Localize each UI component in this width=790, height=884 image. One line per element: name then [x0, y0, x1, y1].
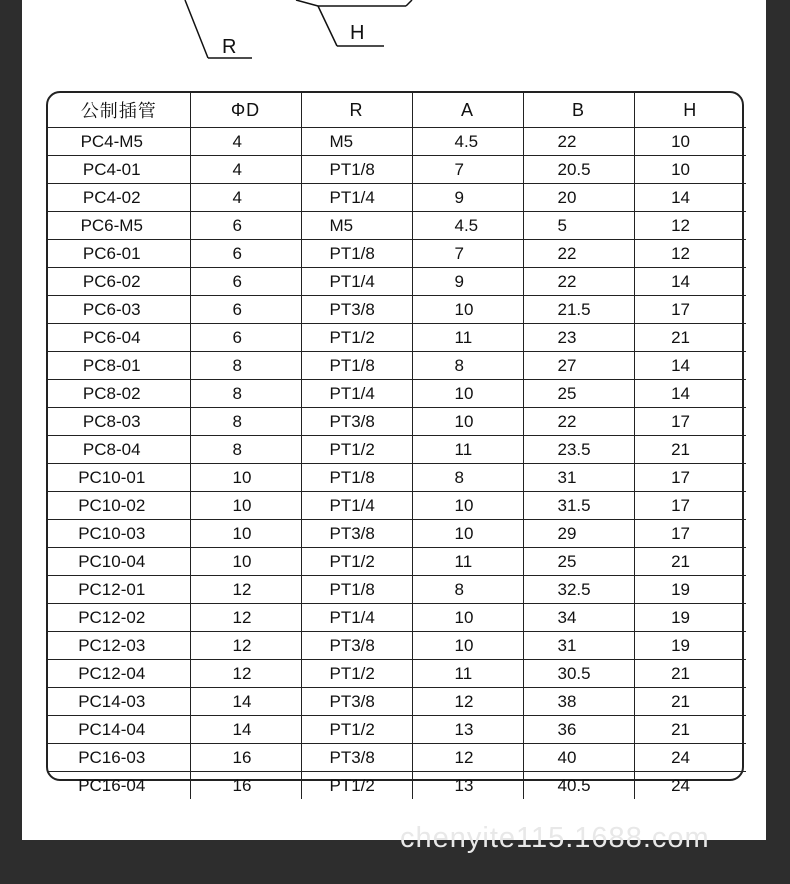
cell-r: PT3/8 — [301, 296, 412, 324]
cell-od: 4 — [190, 128, 301, 156]
cell-a: 4.5 — [412, 128, 523, 156]
cell-r: PT1/8 — [301, 156, 412, 184]
cell-model: PC10-03 — [48, 520, 190, 548]
table-row — [48, 632, 746, 660]
cell-od: 6 — [190, 268, 301, 296]
cell-b: 25 — [523, 380, 634, 408]
cell-a: 10 — [412, 632, 523, 660]
cell-b: 22 — [523, 128, 634, 156]
cell-od: 16 — [190, 744, 301, 772]
table-row — [48, 660, 746, 688]
cell-r: PT1/4 — [301, 184, 412, 212]
cell-h: 24 — [634, 772, 746, 800]
cell-a: 12 — [412, 688, 523, 716]
cell-model: PC8-02 — [48, 380, 190, 408]
cell-r: PT3/8 — [301, 520, 412, 548]
cell-od: 6 — [190, 324, 301, 352]
cell-model: PC12-04 — [48, 660, 190, 688]
cell-od: 6 — [190, 240, 301, 268]
cell-od: 10 — [190, 520, 301, 548]
cell-od: 12 — [190, 576, 301, 604]
cell-h: 19 — [634, 576, 746, 604]
cell-b: 22 — [523, 268, 634, 296]
cell-b: 40 — [523, 744, 634, 772]
dimension-label-r: R — [222, 36, 237, 58]
cell-model: PC8-03 — [48, 408, 190, 436]
cell-b: 23.5 — [523, 436, 634, 464]
cell-h: 14 — [634, 184, 746, 212]
header-od: ΦD — [190, 93, 301, 128]
cell-a: 11 — [412, 660, 523, 688]
table-row — [48, 296, 746, 324]
cell-r: PT3/8 — [301, 408, 412, 436]
cell-r: PT1/2 — [301, 716, 412, 744]
cell-b: 32.5 — [523, 576, 634, 604]
cell-h: 10 — [634, 156, 746, 184]
cell-b: 31.5 — [523, 492, 634, 520]
cell-r: PT1/8 — [301, 576, 412, 604]
cell-b: 20 — [523, 184, 634, 212]
cell-b: 5 — [523, 212, 634, 240]
cell-h: 17 — [634, 296, 746, 324]
cell-r: PT1/2 — [301, 436, 412, 464]
table-row — [48, 212, 746, 240]
cell-r: PT1/4 — [301, 604, 412, 632]
spec-table — [46, 91, 744, 795]
cell-a: 10 — [412, 520, 523, 548]
header-a: A — [412, 93, 523, 128]
cell-r: PT1/8 — [301, 240, 412, 268]
cell-od: 4 — [190, 156, 301, 184]
cell-model: PC14-03 — [48, 688, 190, 716]
cell-a: 13 — [412, 716, 523, 744]
cell-r: PT1/2 — [301, 324, 412, 352]
cell-model: PC12-01 — [48, 576, 190, 604]
cell-a: 8 — [412, 576, 523, 604]
cell-od: 12 — [190, 660, 301, 688]
cell-model: PC10-01 — [48, 464, 190, 492]
header-model: 公制插管 — [48, 93, 190, 128]
cell-a: 10 — [412, 296, 523, 324]
watermark-url: chenyite115.1688.com — [400, 822, 710, 854]
cell-a: 7 — [412, 156, 523, 184]
cell-h: 21 — [634, 716, 746, 744]
cell-a: 8 — [412, 464, 523, 492]
dimension-diagram — [22, 0, 766, 80]
cell-h: 17 — [634, 520, 746, 548]
table-row — [48, 464, 746, 492]
table-row — [48, 324, 746, 352]
cell-h: 14 — [634, 268, 746, 296]
cell-model: PC14-04 — [48, 716, 190, 744]
cell-model: PC6-04 — [48, 324, 190, 352]
cell-b: 38 — [523, 688, 634, 716]
cell-b: 27 — [523, 352, 634, 380]
cell-od: 6 — [190, 296, 301, 324]
dimension-label-h: H — [350, 22, 365, 44]
table-row — [48, 716, 746, 744]
cell-model: PC6-M5 — [48, 212, 190, 240]
cell-model: PC8-04 — [48, 436, 190, 464]
cell-model: PC6-03 — [48, 296, 190, 324]
table-row — [48, 520, 746, 548]
cell-b: 29 — [523, 520, 634, 548]
cell-r: PT3/8 — [301, 744, 412, 772]
cell-od: 8 — [190, 352, 301, 380]
cell-b: 30.5 — [523, 660, 634, 688]
header-r: R — [301, 93, 412, 128]
cell-a: 10 — [412, 408, 523, 436]
cell-h: 14 — [634, 352, 746, 380]
cell-h: 21 — [634, 324, 746, 352]
cell-od: 10 — [190, 492, 301, 520]
cell-a: 8 — [412, 352, 523, 380]
cell-r: PT1/2 — [301, 660, 412, 688]
cell-b: 31 — [523, 464, 634, 492]
cell-b: 21.5 — [523, 296, 634, 324]
cell-h: 12 — [634, 240, 746, 268]
cell-h: 10 — [634, 128, 746, 156]
cell-h: 17 — [634, 408, 746, 436]
table-row — [48, 268, 746, 296]
table-row — [48, 744, 746, 772]
cell-od: 8 — [190, 436, 301, 464]
spec-sheet — [22, 0, 766, 840]
cell-model: PC4-02 — [48, 184, 190, 212]
cell-h: 24 — [634, 744, 746, 772]
cell-od: 12 — [190, 604, 301, 632]
cell-r: PT1/4 — [301, 268, 412, 296]
cell-r: PT1/8 — [301, 464, 412, 492]
cell-b: 25 — [523, 548, 634, 576]
cell-r: PT1/2 — [301, 772, 412, 800]
table-row — [48, 548, 746, 576]
cell-a: 11 — [412, 324, 523, 352]
cell-a: 9 — [412, 268, 523, 296]
cell-model: PC4-M5 — [48, 128, 190, 156]
cell-h: 19 — [634, 604, 746, 632]
table-row — [48, 128, 746, 156]
table-row — [48, 352, 746, 380]
cell-b: 34 — [523, 604, 634, 632]
cell-r: PT1/4 — [301, 380, 412, 408]
cell-od: 8 — [190, 380, 301, 408]
cell-od: 6 — [190, 212, 301, 240]
header-b: B — [523, 93, 634, 128]
cell-b: 20.5 — [523, 156, 634, 184]
cell-h: 17 — [634, 492, 746, 520]
table-row — [48, 688, 746, 716]
cell-b: 40.5 — [523, 772, 634, 800]
header-h: H — [634, 93, 746, 128]
table-row — [48, 576, 746, 604]
cell-b: 36 — [523, 716, 634, 744]
cell-r: M5 — [301, 128, 412, 156]
cell-r: M5 — [301, 212, 412, 240]
cell-r: PT3/8 — [301, 688, 412, 716]
cell-model: PC6-01 — [48, 240, 190, 268]
table-row — [48, 492, 746, 520]
cell-model: PC4-01 — [48, 156, 190, 184]
cell-a: 10 — [412, 604, 523, 632]
cell-od: 10 — [190, 464, 301, 492]
cell-b: 22 — [523, 408, 634, 436]
cell-h: 21 — [634, 436, 746, 464]
cell-a: 9 — [412, 184, 523, 212]
cell-model: PC12-02 — [48, 604, 190, 632]
cell-h: 12 — [634, 212, 746, 240]
table-row — [48, 156, 746, 184]
cell-b: 31 — [523, 632, 634, 660]
cell-r: PT1/4 — [301, 492, 412, 520]
cell-a: 7 — [412, 240, 523, 268]
cell-r: PT1/8 — [301, 352, 412, 380]
cell-a: 11 — [412, 436, 523, 464]
cell-a: 13 — [412, 772, 523, 800]
table-row — [48, 184, 746, 212]
cell-model: PC12-03 — [48, 632, 190, 660]
table-row — [48, 380, 746, 408]
cell-od: 10 — [190, 548, 301, 576]
cell-model: PC6-02 — [48, 268, 190, 296]
cell-od: 14 — [190, 688, 301, 716]
cell-model: PC10-04 — [48, 548, 190, 576]
cell-h: 17 — [634, 464, 746, 492]
cell-a: 10 — [412, 380, 523, 408]
cell-od: 4 — [190, 184, 301, 212]
table-header-row — [48, 93, 746, 128]
cell-r: PT1/2 — [301, 548, 412, 576]
cell-h: 21 — [634, 548, 746, 576]
cell-a: 10 — [412, 492, 523, 520]
table-row — [48, 436, 746, 464]
cell-h: 21 — [634, 660, 746, 688]
cell-b: 22 — [523, 240, 634, 268]
cell-model: PC16-03 — [48, 744, 190, 772]
dimension-leader-r — [185, 0, 252, 58]
cell-h: 19 — [634, 632, 746, 660]
cell-od: 14 — [190, 716, 301, 744]
cell-h: 21 — [634, 688, 746, 716]
cell-model: PC10-02 — [48, 492, 190, 520]
table-row — [48, 240, 746, 268]
cell-b: 23 — [523, 324, 634, 352]
cell-h: 14 — [634, 380, 746, 408]
cell-model: PC8-01 — [48, 352, 190, 380]
cell-od: 12 — [190, 632, 301, 660]
table-row — [48, 604, 746, 632]
cell-od: 8 — [190, 408, 301, 436]
cell-a: 12 — [412, 744, 523, 772]
cell-a: 11 — [412, 548, 523, 576]
cell-od: 16 — [190, 772, 301, 800]
cell-model: PC16-04 — [48, 772, 190, 800]
table-body — [48, 128, 746, 800]
table-row — [48, 408, 746, 436]
table-row — [48, 772, 746, 800]
cell-a: 4.5 — [412, 212, 523, 240]
cell-r: PT3/8 — [301, 632, 412, 660]
